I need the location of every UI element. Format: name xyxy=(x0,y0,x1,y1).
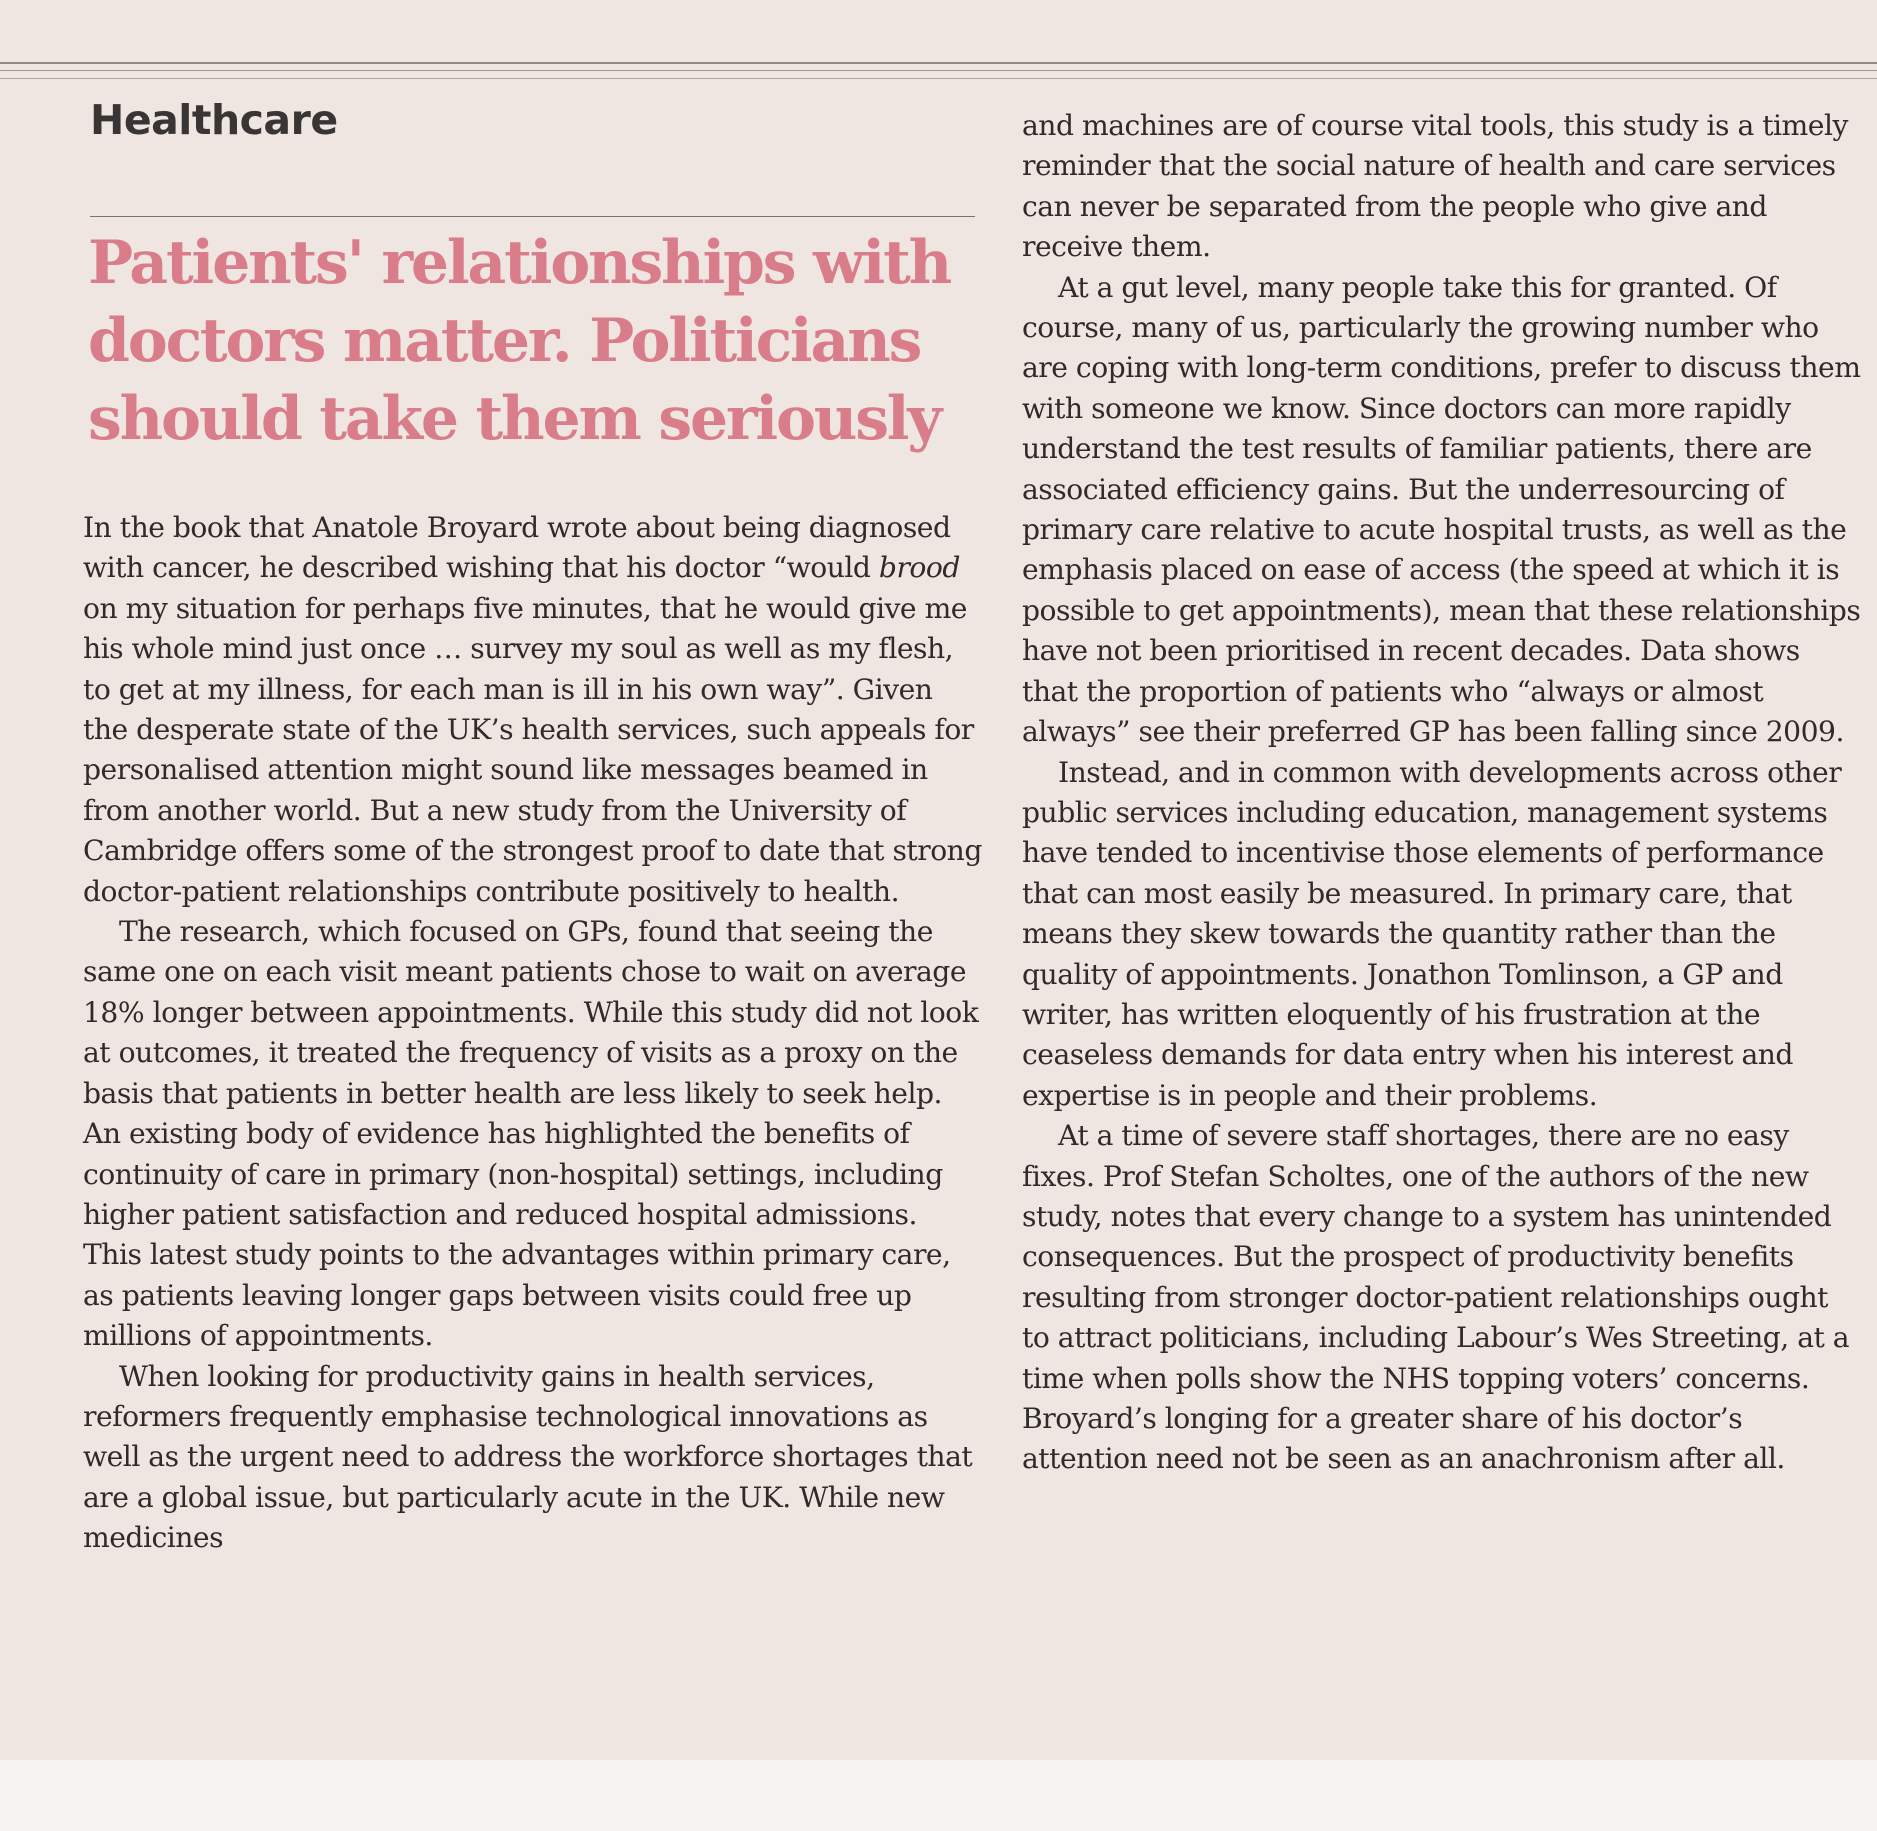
scan-margin xyxy=(0,1760,1877,1831)
left-column xyxy=(83,508,983,1559)
right-paragraph-2: At a gut level, many people take this for granted. Of course, many of us, particularly the growing number who are coping with long-term conditions, prefer to discuss them with someone we know. Since doctors can more rapidly understand the test results of familiar patients, there are associated efficiency gains. But the underresourcing of primary care relative to acute hospital trusts, as well as the emphasis placed on ease of access (the speed at which it is possible to get appointments), mean that these relationships have not been prioritised in recent decades. Data shows that the proportion of patients who “always or almost always” see their preferred GP has been falling since 2009. xyxy=(1022,270,1861,749)
left-paragraph-1-italic: brood xyxy=(878,551,960,585)
left-paragraph-1-end: on my situation for perhaps five minutes, that he would give me his whole mind just once … survey my soul as well as my flesh, to get at my illness, for each man is ill in his own way”. Given the desperate state of the UK’s health services, such appeals for personalised attention might sound like messages beamed in from another world. But a new study from the University of Cambridge offers some of the strongest proof to date that strong doctor-patient relationships contribute positively to health. xyxy=(83,591,982,908)
left-paragraph-3: When looking for productivity gains in health services, reformers frequently emphasise technological innovations as well as the urgent need to address the workforce shortages that are a global issue, but particularly acute in the UK. While new medicines xyxy=(83,1359,973,1555)
section-label: Healthcare xyxy=(90,96,338,144)
headline: Patients' relationships with doctors matter. Politicians should take them seriously xyxy=(88,228,951,454)
left-paragraph-1-start: In the book that Anatole Broyard wrote about being diagnosed with cancer, he described wishing that his doctor “would xyxy=(83,511,951,585)
right-paragraph-4: At a time of severe staff shortages, there are no easy fixes. Prof Stefan Scholtes, one of the authors of the new study, notes that every change to a system has unintended consequences. But the prospect of productivity benefits resulting from stronger doctor-patient relationships ought to attract politicians, including Labour’s Wes Streeting, at a time when polls show the NHS topping voters’ concerns. Broyard’s longing for a greater share of his doctor’s attention need not be seen as an anachronism after all. xyxy=(1022,1119,1850,1476)
left-paragraph-2: The research, which focused on GPs, found that seeing the same one on each visit meant patients chose to wait on average 18% longer between appointments. While this study did not look at outcomes, it treated the frequency of visits as a proxy on the basis that patients in better health are less likely to seek help. An existing body of evidence has highlighted the benefits of continuity of care in primary (non-hospital) settings, including higher patient satisfaction and reduced hospital admissions. This latest study points to the advantages within primary care, as patients leaving longer gaps between visits could free up millions of appointments. xyxy=(83,915,979,1353)
right-paragraph-3: Instead, and in common with developments across other public services including education, management systems have tended to incentivise those elements of performance that can most easily be measured. In primary care, that means they skew towards the quantity rather than the quality of appointments. Jonathon Tomlinson, a GP and writer, has written eloquently of his frustration at the ceaseless demands for data entry when his interest and expertise is in people and their problems. xyxy=(1022,755,1842,1112)
right-paragraph-1: and machines are of course vital tools, this study is a timely reminder that the social nature of health and care services can never be separated from the people who give and receive them. xyxy=(1022,109,1848,264)
top-rule-secondary xyxy=(0,70,1877,71)
top-rule xyxy=(0,62,1877,64)
headline-rule xyxy=(90,216,975,217)
right-column xyxy=(1022,106,1862,1480)
left-paragraph-1 xyxy=(83,508,983,912)
top-rule-tertiary xyxy=(0,78,1877,79)
